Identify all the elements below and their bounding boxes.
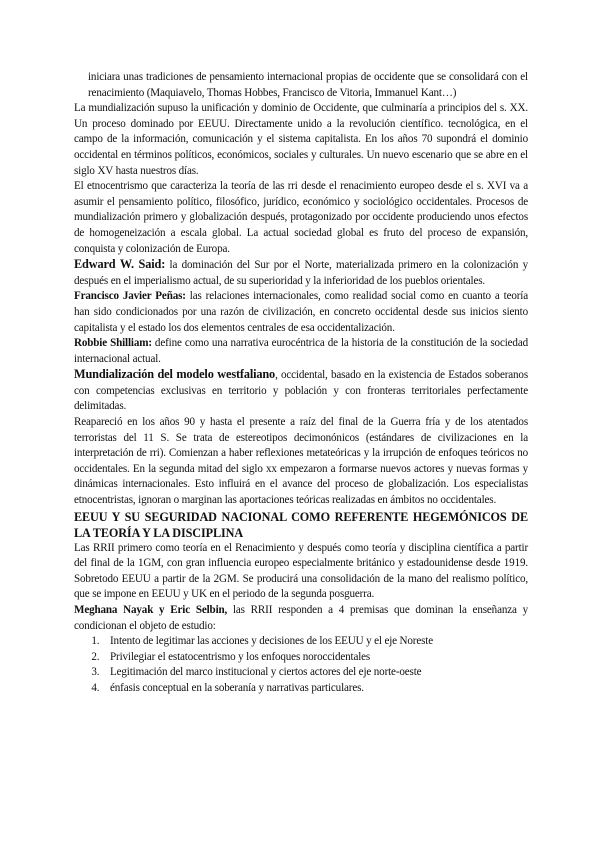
list-item: 3. Legitimación del marco institucional y ciertos actores del eje norte-oeste xyxy=(102,665,528,681)
section-heading: EEUU Y SU SEGURIDAD NACIONAL COMO REFERENTE HEGEMÓNICOS DE LA TEORÍA Y LA DISCIPLINA xyxy=(74,509,528,540)
author-name-said: Edward W. Said: xyxy=(74,257,166,272)
paragraph-penas-text: las relaciones internacionales, como realidad social como en cuanto a teoría han sido condicionados por una razón de civilización, en concreto occidental desde sus inicios siento capitalista y el estado los dos elementos centrales de esa occidentalización. xyxy=(74,290,529,334)
paragraph-rrii-historia: Las RRII primero como teoría en el Renacimiento y después como teoría y disciplina científica a partir del final de la 1GM, con gran influencia europeo especialmente británico y estadounidense desde 1919. Sobretodo EEUU a partir de la 2GM. Se producirá una consolidación de la mano del realismo político, que se impone en EEUU y UK en el periodo de la segunda posguerra. xyxy=(74,541,528,601)
paragraph-westfaliano-text: , occidental, basado en la existencia de Estados soberanos con competencias exclusivas en territorio y población y con fronteras territoriales perfectamente delimitadas. xyxy=(74,369,528,413)
list-item: 1. Intento de legitimar las acciones y decisiones de los EEUU y el eje Noreste xyxy=(102,634,528,650)
paragraph-said-text: la dominación del Sur por el Norte, materializada primero en la colonización y después en el imperialismo actual, de su superioridad y la inferioridad de los pueblos orientales. xyxy=(74,259,528,287)
paragraph-nayak-selbin xyxy=(74,603,528,634)
paragraph-nayak-selbin-text: las RRII responden a 4 premisas que dominan la enseñanza y condicionan el objeto de estudio: xyxy=(74,604,529,632)
author-name-penas: Francisco Javier Peñas: xyxy=(74,290,186,303)
premises-list xyxy=(74,634,528,696)
author-name-nayak-selbin: Meghana Nayak y Eric Selbin, xyxy=(74,604,228,616)
paragraph-said xyxy=(74,257,528,289)
paragraph-westfaliano xyxy=(74,367,528,415)
list-item: 2. Privilegiar el estatocentrismo y los enfoques noroccidentales xyxy=(102,650,528,666)
term-westfaliano: Mundialización del modelo westfaliano xyxy=(74,367,276,382)
list-item: 4. énfasis conceptual en la soberanía y narrativas particulares. xyxy=(102,681,528,697)
paragraph-etnocentrismo: El etnocentrismo que caracteriza la teoría de las rri desde el renacimiento europeo desde el s. XVI va a asumir el pensamiento político, filosófico, jurídico, económico y sociológico occidentales. Procesos de mundialización primero y globalización después, protagonizado por occidente produciendo unos efectos de homogeneización a escala global. La actual sociedad global es fruto del proceso de expansión, conquista y colonización de Europa. xyxy=(74,180,528,255)
paragraph-mundializacion: La mundialización supuso la unificación y dominio de Occidente, que culminaría a principios del s. XX. Un proceso dominado por EEUU. Directamente unido a la revolución científico. tecnológica, en el campo de la información, comunicación y el sistema capitalista. En los años 70 supondrá el dominio occidental en términos políticos, económicos, sociales y culturales. Un nuevo escenario que se abre en el siglo XV hasta nuestros días. xyxy=(74,102,528,177)
author-name-shilliam: Robbie Shilliam: xyxy=(74,337,152,350)
paragraph-penas xyxy=(74,289,528,336)
paragraph-intro-continuation: iniciara unas tradiciones de pensamiento internacional propias de occidente que se consolidará con el renacimiento (Maquiavelo, Thomas Hobbes, Francisco de Vitoria, Immanuel Kant…) xyxy=(88,71,528,99)
paragraph-shilliam xyxy=(74,336,528,367)
paragraph-reaparicion: Reapareció en los años 90 y hasta el presente a raíz del final de la Guerra fría y de los atentados terroristas del 11 S. Se trata de estereotipos decimonónicos (estándares de civilizaciones en la interpretación de rri). Comienzan a haber reflexiones metateóricas y la irrupción de enfoques teóricos no occidentales. En la segunda mitad del siglo xx empezaron a formarse nuevos actores y nuevas formas y dinámicas internacionales. Esto influirá en el avance del proceso de globalización. Los especialistas etnocentristas, ignoran o marginan las aportaciones teóricas realizadas en ámbitos no occidentales. xyxy=(74,416,528,507)
paragraph-shilliam-text: define como una narrativa eurocéntrica de la historia de la constitución de la sociedad internacional actual. xyxy=(74,337,528,365)
